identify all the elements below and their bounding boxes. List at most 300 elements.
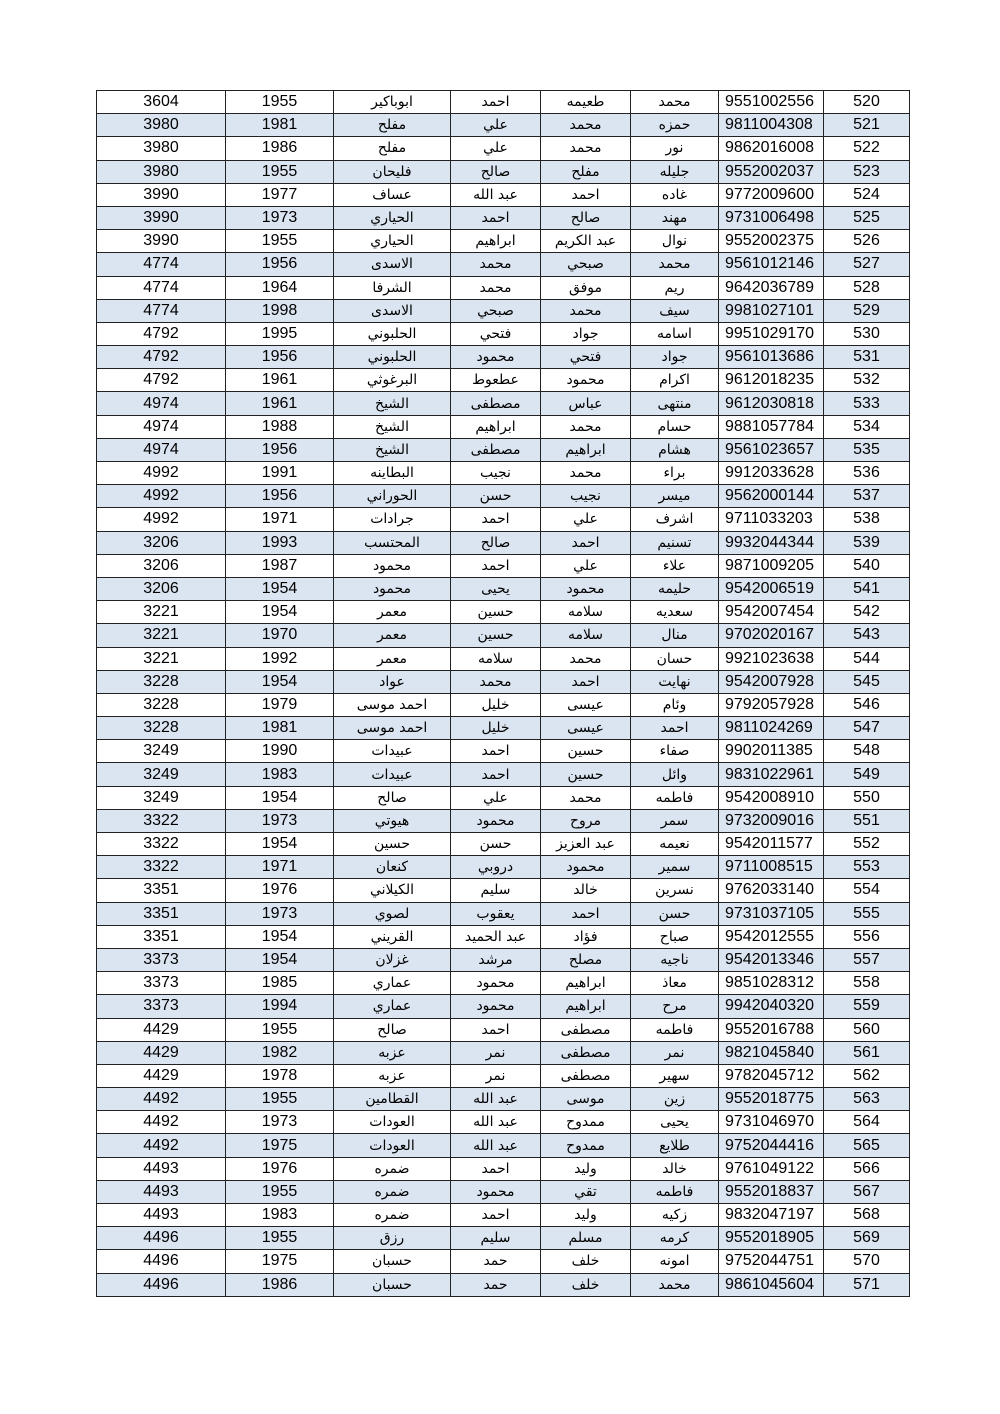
code-cell: 4492 bbox=[97, 1134, 226, 1157]
table-row bbox=[97, 346, 910, 369]
first-name-cell: خالد bbox=[631, 1157, 719, 1180]
family-name-cell: الحلبوني bbox=[334, 346, 451, 369]
father-name-cell: احمد bbox=[541, 183, 631, 206]
family-name-cell: القريني bbox=[334, 925, 451, 948]
father-name-cell: وليد bbox=[541, 1204, 631, 1227]
national-id-cell: 9811004308 bbox=[719, 114, 824, 137]
grandfather-name-cell: عطعوط bbox=[451, 369, 541, 392]
first-name-cell: نور bbox=[631, 137, 719, 160]
birth-year-cell: 1970 bbox=[226, 624, 334, 647]
father-name-cell: ممدوح bbox=[541, 1111, 631, 1134]
code-cell: 3990 bbox=[97, 206, 226, 229]
first-name-cell: نسرين bbox=[631, 879, 719, 902]
code-cell: 3604 bbox=[97, 91, 226, 114]
serial-cell: 528 bbox=[824, 276, 910, 299]
grandfather-name-cell: محمود bbox=[451, 995, 541, 1018]
birth-year-cell: 1986 bbox=[226, 137, 334, 160]
table-row bbox=[97, 1111, 910, 1134]
first-name-cell: يحيى bbox=[631, 1111, 719, 1134]
grandfather-name-cell: نمر bbox=[451, 1041, 541, 1064]
grandfather-name-cell: محمد bbox=[451, 670, 541, 693]
code-cell: 4992 bbox=[97, 462, 226, 485]
grandfather-name-cell: صالح bbox=[451, 531, 541, 554]
grandfather-name-cell: سلامه bbox=[451, 647, 541, 670]
table-row bbox=[97, 693, 910, 716]
family-name-cell: رزق bbox=[334, 1227, 451, 1250]
national-id-cell: 9732009016 bbox=[719, 809, 824, 832]
serial-cell: 548 bbox=[824, 740, 910, 763]
national-id-cell: 9861045604 bbox=[719, 1273, 824, 1296]
birth-year-cell: 1975 bbox=[226, 1250, 334, 1273]
national-id-cell: 9612018235 bbox=[719, 369, 824, 392]
national-id-cell: 9731006498 bbox=[719, 206, 824, 229]
code-cell: 4429 bbox=[97, 1064, 226, 1087]
national-id-cell: 9921023638 bbox=[719, 647, 824, 670]
code-cell: 3249 bbox=[97, 740, 226, 763]
serial-cell: 564 bbox=[824, 1111, 910, 1134]
serial-cell: 551 bbox=[824, 809, 910, 832]
table-row bbox=[97, 1088, 910, 1111]
family-name-cell: محمود bbox=[334, 554, 451, 577]
serial-cell: 545 bbox=[824, 670, 910, 693]
family-name-cell: احمد موسى bbox=[334, 693, 451, 716]
serial-cell: 561 bbox=[824, 1041, 910, 1064]
family-name-cell: حسين bbox=[334, 833, 451, 856]
table-row bbox=[97, 531, 910, 554]
first-name-cell: ميسر bbox=[631, 485, 719, 508]
national-id-cell: 9542007454 bbox=[719, 601, 824, 624]
father-name-cell: محمد bbox=[541, 462, 631, 485]
birth-year-cell: 1961 bbox=[226, 369, 334, 392]
table-row bbox=[97, 137, 910, 160]
national-id-cell: 9811024269 bbox=[719, 717, 824, 740]
national-id-cell: 9762033140 bbox=[719, 879, 824, 902]
national-id-cell: 9711008515 bbox=[719, 856, 824, 879]
birth-year-cell: 1994 bbox=[226, 995, 334, 1018]
father-name-cell: صبحي bbox=[541, 253, 631, 276]
birth-year-cell: 1971 bbox=[226, 856, 334, 879]
family-name-cell: الشرفا bbox=[334, 276, 451, 299]
first-name-cell: محمد bbox=[631, 1273, 719, 1296]
first-name-cell: تسنيم bbox=[631, 531, 719, 554]
national-id-cell: 9711033203 bbox=[719, 508, 824, 531]
first-name-cell: ريم bbox=[631, 276, 719, 299]
code-cell: 3206 bbox=[97, 554, 226, 577]
code-cell: 4429 bbox=[97, 1041, 226, 1064]
birth-year-cell: 1981 bbox=[226, 114, 334, 137]
first-name-cell: ناجيه bbox=[631, 948, 719, 971]
national-id-cell: 9942040320 bbox=[719, 995, 824, 1018]
birth-year-cell: 1973 bbox=[226, 206, 334, 229]
serial-cell: 558 bbox=[824, 972, 910, 995]
birth-year-cell: 1954 bbox=[226, 577, 334, 600]
father-name-cell: عيسى bbox=[541, 717, 631, 740]
code-cell: 4992 bbox=[97, 485, 226, 508]
family-name-cell: عواد bbox=[334, 670, 451, 693]
national-id-cell: 9561023657 bbox=[719, 438, 824, 461]
national-id-cell: 9552016788 bbox=[719, 1018, 824, 1041]
first-name-cell: مهند bbox=[631, 206, 719, 229]
birth-year-cell: 1991 bbox=[226, 462, 334, 485]
birth-year-cell: 1954 bbox=[226, 833, 334, 856]
code-cell: 4974 bbox=[97, 438, 226, 461]
father-name-cell: مصطفى bbox=[541, 1041, 631, 1064]
father-name-cell: حسين bbox=[541, 740, 631, 763]
birth-year-cell: 1954 bbox=[226, 786, 334, 809]
national-id-cell: 9561012146 bbox=[719, 253, 824, 276]
grandfather-name-cell: حسين bbox=[451, 624, 541, 647]
birth-year-cell: 1954 bbox=[226, 670, 334, 693]
code-cell: 4493 bbox=[97, 1204, 226, 1227]
national-id-cell: 9542011577 bbox=[719, 833, 824, 856]
family-name-cell: صالح bbox=[334, 1018, 451, 1041]
grandfather-name-cell: حسن bbox=[451, 833, 541, 856]
records-table bbox=[96, 90, 910, 1297]
code-cell: 4792 bbox=[97, 346, 226, 369]
national-id-cell: 9932044344 bbox=[719, 531, 824, 554]
national-id-cell: 9981027101 bbox=[719, 299, 824, 322]
national-id-cell: 9821045840 bbox=[719, 1041, 824, 1064]
serial-cell: 557 bbox=[824, 948, 910, 971]
father-name-cell: محمود bbox=[541, 369, 631, 392]
code-cell: 4774 bbox=[97, 276, 226, 299]
father-name-cell: مصطفى bbox=[541, 1064, 631, 1087]
code-cell: 4496 bbox=[97, 1273, 226, 1296]
code-cell: 3322 bbox=[97, 809, 226, 832]
national-id-cell: 9851028312 bbox=[719, 972, 824, 995]
table-row bbox=[97, 995, 910, 1018]
birth-year-cell: 1983 bbox=[226, 763, 334, 786]
grandfather-name-cell: يحيى bbox=[451, 577, 541, 600]
birth-year-cell: 1978 bbox=[226, 1064, 334, 1087]
code-cell: 3249 bbox=[97, 786, 226, 809]
first-name-cell: زين bbox=[631, 1088, 719, 1111]
grandfather-name-cell: عبد الحميد bbox=[451, 925, 541, 948]
grandfather-name-cell: خليل bbox=[451, 717, 541, 740]
first-name-cell: معاذ bbox=[631, 972, 719, 995]
serial-cell: 569 bbox=[824, 1227, 910, 1250]
family-name-cell: محمود bbox=[334, 577, 451, 600]
table-row bbox=[97, 577, 910, 600]
family-name-cell: البطاينه bbox=[334, 462, 451, 485]
table-row bbox=[97, 948, 910, 971]
birth-year-cell: 1954 bbox=[226, 948, 334, 971]
grandfather-name-cell: محمد bbox=[451, 276, 541, 299]
national-id-cell: 9542008910 bbox=[719, 786, 824, 809]
national-id-cell: 9731037105 bbox=[719, 902, 824, 925]
family-name-cell: عبيدات bbox=[334, 763, 451, 786]
family-name-cell: القطامين bbox=[334, 1088, 451, 1111]
national-id-cell: 9782045712 bbox=[719, 1064, 824, 1087]
national-id-cell: 9702020167 bbox=[719, 624, 824, 647]
birth-year-cell: 1995 bbox=[226, 322, 334, 345]
table-row bbox=[97, 1204, 910, 1227]
serial-cell: 571 bbox=[824, 1273, 910, 1296]
family-name-cell: معمر bbox=[334, 624, 451, 647]
father-name-cell: حسين bbox=[541, 763, 631, 786]
first-name-cell: حليمه bbox=[631, 577, 719, 600]
code-cell: 3980 bbox=[97, 137, 226, 160]
serial-cell: 555 bbox=[824, 902, 910, 925]
code-cell: 4792 bbox=[97, 369, 226, 392]
father-name-cell: فؤاد bbox=[541, 925, 631, 948]
serial-cell: 540 bbox=[824, 554, 910, 577]
serial-cell: 544 bbox=[824, 647, 910, 670]
serial-cell: 534 bbox=[824, 415, 910, 438]
grandfather-name-cell: احمد bbox=[451, 91, 541, 114]
national-id-cell: 9832047197 bbox=[719, 1204, 824, 1227]
table-body bbox=[97, 91, 910, 1297]
family-name-cell: عزبه bbox=[334, 1041, 451, 1064]
table-row bbox=[97, 1041, 910, 1064]
family-name-cell: الحوراني bbox=[334, 485, 451, 508]
birth-year-cell: 1956 bbox=[226, 485, 334, 508]
first-name-cell: نهايت bbox=[631, 670, 719, 693]
first-name-cell: نعيمه bbox=[631, 833, 719, 856]
family-name-cell: الحلبوني bbox=[334, 322, 451, 345]
national-id-cell: 9731046970 bbox=[719, 1111, 824, 1134]
table-row bbox=[97, 717, 910, 740]
grandfather-name-cell: علي bbox=[451, 114, 541, 137]
serial-cell: 525 bbox=[824, 206, 910, 229]
national-id-cell: 9881057784 bbox=[719, 415, 824, 438]
serial-cell: 531 bbox=[824, 346, 910, 369]
grandfather-name-cell: احمد bbox=[451, 763, 541, 786]
first-name-cell: وئام bbox=[631, 693, 719, 716]
grandfather-name-cell: احمد bbox=[451, 1204, 541, 1227]
national-id-cell: 9542006519 bbox=[719, 577, 824, 600]
father-name-cell: احمد bbox=[541, 670, 631, 693]
father-name-cell: صالح bbox=[541, 206, 631, 229]
birth-year-cell: 1979 bbox=[226, 693, 334, 716]
father-name-cell: عيسى bbox=[541, 693, 631, 716]
table-row bbox=[97, 253, 910, 276]
family-name-cell: عبيدات bbox=[334, 740, 451, 763]
national-id-cell: 9552002375 bbox=[719, 230, 824, 253]
grandfather-name-cell: خليل bbox=[451, 693, 541, 716]
family-name-cell: ضمره bbox=[334, 1157, 451, 1180]
father-name-cell: احمد bbox=[541, 531, 631, 554]
family-name-cell: عساف bbox=[334, 183, 451, 206]
grandfather-name-cell: حمد bbox=[451, 1250, 541, 1273]
family-name-cell: معمر bbox=[334, 647, 451, 670]
family-name-cell: الاسدى bbox=[334, 253, 451, 276]
code-cell: 3228 bbox=[97, 670, 226, 693]
grandfather-name-cell: مرشد bbox=[451, 948, 541, 971]
father-name-cell: سلامه bbox=[541, 601, 631, 624]
family-name-cell: الشيخ bbox=[334, 415, 451, 438]
grandfather-name-cell: عبد الله bbox=[451, 1088, 541, 1111]
grandfather-name-cell: يعقوب bbox=[451, 902, 541, 925]
first-name-cell: امونه bbox=[631, 1250, 719, 1273]
birth-year-cell: 1971 bbox=[226, 508, 334, 531]
serial-cell: 556 bbox=[824, 925, 910, 948]
table-row bbox=[97, 833, 910, 856]
table-row bbox=[97, 925, 910, 948]
first-name-cell: منال bbox=[631, 624, 719, 647]
father-name-cell: ابراهيم bbox=[541, 995, 631, 1018]
first-name-cell: حسام bbox=[631, 415, 719, 438]
code-cell: 3249 bbox=[97, 763, 226, 786]
first-name-cell: نمر bbox=[631, 1041, 719, 1064]
grandfather-name-cell: احمد bbox=[451, 1157, 541, 1180]
first-name-cell: نوال bbox=[631, 230, 719, 253]
code-cell: 4774 bbox=[97, 253, 226, 276]
national-id-cell: 9772009600 bbox=[719, 183, 824, 206]
table-row bbox=[97, 1227, 910, 1250]
first-name-cell: سيف bbox=[631, 299, 719, 322]
code-cell: 3221 bbox=[97, 647, 226, 670]
birth-year-cell: 1975 bbox=[226, 1134, 334, 1157]
grandfather-name-cell: محمد bbox=[451, 253, 541, 276]
serial-cell: 522 bbox=[824, 137, 910, 160]
family-name-cell: لصوي bbox=[334, 902, 451, 925]
serial-cell: 523 bbox=[824, 160, 910, 183]
serial-cell: 563 bbox=[824, 1088, 910, 1111]
birth-year-cell: 1985 bbox=[226, 972, 334, 995]
father-name-cell: محمد bbox=[541, 415, 631, 438]
family-name-cell: المحتسب bbox=[334, 531, 451, 554]
national-id-cell: 9552018775 bbox=[719, 1088, 824, 1111]
code-cell: 3206 bbox=[97, 531, 226, 554]
serial-cell: 541 bbox=[824, 577, 910, 600]
family-name-cell: عزبه bbox=[334, 1064, 451, 1087]
birth-year-cell: 1955 bbox=[226, 230, 334, 253]
code-cell: 3373 bbox=[97, 995, 226, 1018]
serial-cell: 533 bbox=[824, 392, 910, 415]
table-row bbox=[97, 740, 910, 763]
code-cell: 3980 bbox=[97, 114, 226, 137]
first-name-cell: جواد bbox=[631, 346, 719, 369]
grandfather-name-cell: فتحي bbox=[451, 322, 541, 345]
first-name-cell: مرح bbox=[631, 995, 719, 1018]
serial-cell: 526 bbox=[824, 230, 910, 253]
birth-year-cell: 1955 bbox=[226, 1088, 334, 1111]
birth-year-cell: 1998 bbox=[226, 299, 334, 322]
father-name-cell: سلامه bbox=[541, 624, 631, 647]
national-id-cell: 9642036789 bbox=[719, 276, 824, 299]
birth-year-cell: 1955 bbox=[226, 1180, 334, 1203]
national-id-cell: 9551002556 bbox=[719, 91, 824, 114]
father-name-cell: خالد bbox=[541, 879, 631, 902]
table-row bbox=[97, 879, 910, 902]
table-row bbox=[97, 485, 910, 508]
serial-cell: 562 bbox=[824, 1064, 910, 1087]
grandfather-name-cell: عبد الله bbox=[451, 1111, 541, 1134]
table-row bbox=[97, 276, 910, 299]
father-name-cell: خلف bbox=[541, 1250, 631, 1273]
father-name-cell: تقي bbox=[541, 1180, 631, 1203]
first-name-cell: سمير bbox=[631, 856, 719, 879]
national-id-cell: 9912033628 bbox=[719, 462, 824, 485]
birth-year-cell: 1961 bbox=[226, 392, 334, 415]
code-cell: 4792 bbox=[97, 322, 226, 345]
family-name-cell: ضمره bbox=[334, 1180, 451, 1203]
family-name-cell: الشيخ bbox=[334, 392, 451, 415]
serial-cell: 537 bbox=[824, 485, 910, 508]
birth-year-cell: 1956 bbox=[226, 346, 334, 369]
first-name-cell: طلايع bbox=[631, 1134, 719, 1157]
code-cell: 3990 bbox=[97, 183, 226, 206]
first-name-cell: هشام bbox=[631, 438, 719, 461]
table-row bbox=[97, 624, 910, 647]
table-row bbox=[97, 438, 910, 461]
table-row bbox=[97, 206, 910, 229]
first-name-cell: محمد bbox=[631, 253, 719, 276]
serial-cell: 521 bbox=[824, 114, 910, 137]
family-name-cell: الشيخ bbox=[334, 438, 451, 461]
table-row bbox=[97, 1018, 910, 1041]
code-cell: 4493 bbox=[97, 1180, 226, 1203]
first-name-cell: فاطمه bbox=[631, 1018, 719, 1041]
serial-cell: 539 bbox=[824, 531, 910, 554]
family-name-cell: البرغوثي bbox=[334, 369, 451, 392]
table-row bbox=[97, 902, 910, 925]
serial-cell: 553 bbox=[824, 856, 910, 879]
table-row bbox=[97, 392, 910, 415]
code-cell: 4974 bbox=[97, 392, 226, 415]
father-name-cell: مصلح bbox=[541, 948, 631, 971]
serial-cell: 520 bbox=[824, 91, 910, 114]
table-row bbox=[97, 601, 910, 624]
family-name-cell: عماري bbox=[334, 995, 451, 1018]
national-id-cell: 9552002037 bbox=[719, 160, 824, 183]
serial-cell: 559 bbox=[824, 995, 910, 1018]
birth-year-cell: 1987 bbox=[226, 554, 334, 577]
birth-year-cell: 1976 bbox=[226, 1157, 334, 1180]
father-name-cell: مصطفى bbox=[541, 1018, 631, 1041]
family-name-cell: الكيلاني bbox=[334, 879, 451, 902]
table-row bbox=[97, 369, 910, 392]
first-name-cell: علاء bbox=[631, 554, 719, 577]
family-name-cell: العودات bbox=[334, 1111, 451, 1134]
father-name-cell: محمد bbox=[541, 137, 631, 160]
family-name-cell: الحياري bbox=[334, 230, 451, 253]
grandfather-name-cell: دروبي bbox=[451, 856, 541, 879]
family-name-cell: الحياري bbox=[334, 206, 451, 229]
code-cell: 4992 bbox=[97, 508, 226, 531]
father-name-cell: محمود bbox=[541, 577, 631, 600]
family-name-cell: احمد موسى bbox=[334, 717, 451, 740]
father-name-cell: مروح bbox=[541, 809, 631, 832]
father-name-cell: عباس bbox=[541, 392, 631, 415]
table-row bbox=[97, 114, 910, 137]
code-cell: 4492 bbox=[97, 1111, 226, 1134]
family-name-cell: هيوتي bbox=[334, 809, 451, 832]
serial-cell: 524 bbox=[824, 183, 910, 206]
father-name-cell: مسلم bbox=[541, 1227, 631, 1250]
national-id-cell: 9612030818 bbox=[719, 392, 824, 415]
code-cell: 4496 bbox=[97, 1227, 226, 1250]
table-row bbox=[97, 972, 910, 995]
table-row bbox=[97, 647, 910, 670]
national-id-cell: 9561013686 bbox=[719, 346, 824, 369]
grandfather-name-cell: محمود bbox=[451, 346, 541, 369]
birth-year-cell: 1955 bbox=[226, 1227, 334, 1250]
birth-year-cell: 1964 bbox=[226, 276, 334, 299]
grandfather-name-cell: عبد الله bbox=[451, 1134, 541, 1157]
father-name-cell: خلف bbox=[541, 1273, 631, 1296]
national-id-cell: 9542012555 bbox=[719, 925, 824, 948]
birth-year-cell: 1954 bbox=[226, 601, 334, 624]
grandfather-name-cell: نمر bbox=[451, 1064, 541, 1087]
family-name-cell: ابوباكير bbox=[334, 91, 451, 114]
table-row bbox=[97, 554, 910, 577]
code-cell: 3990 bbox=[97, 230, 226, 253]
code-cell: 3322 bbox=[97, 833, 226, 856]
father-name-cell: محمد bbox=[541, 299, 631, 322]
table-row bbox=[97, 786, 910, 809]
